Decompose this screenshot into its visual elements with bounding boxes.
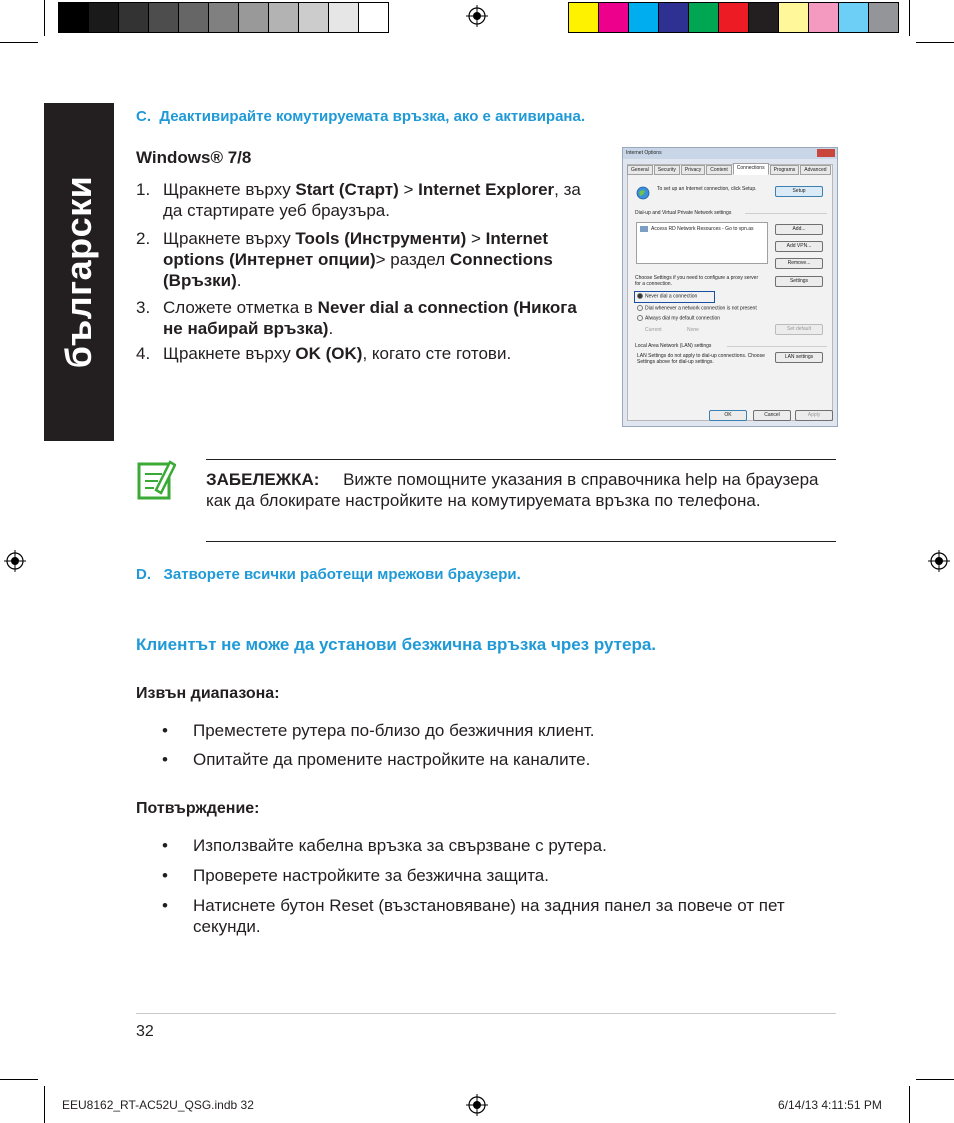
wireless-heading: Клиентът не може да установи безжична връзка чрез рутера. [136,635,657,654]
crop-mark [909,1086,910,1123]
add-vpn-button[interactable]: Add VPN... [775,241,823,252]
crop-mark [0,1079,38,1080]
calibration-swatch [568,2,599,33]
calibration-swatch [148,2,179,33]
calibration-swatch [718,2,749,33]
list-item-text: Проверете настройките за безжична защита. [193,866,549,885]
internet-options-dialog-screenshot [622,147,838,427]
section-c-letter: C. [136,108,151,125]
note-label: ЗАБЕЛЕЖКА: [206,470,320,489]
step-text: Щракнете върху Tools (Инструменти) > Internet options (Интернет опции)> раздел Connections (Връзки). [163,229,553,290]
registration-mark-icon [4,550,26,572]
crop-mark [0,42,38,43]
bullet-icon: • [162,721,168,740]
current-value: None [687,327,699,333]
remove-button[interactable]: Remove... [775,258,823,269]
side-tab-label: български [58,175,99,369]
section-d-letter: D. [136,566,151,583]
step-number: 4. [136,344,151,363]
step-number: 2. [136,229,151,248]
calibration-swatch [688,2,719,33]
step-text: Сложете отметка в Never dial a connection (Никога не набирай връзка). [163,298,577,338]
globe-icon [636,186,650,200]
note-top-rule [206,459,836,460]
dialog-tabs [627,165,832,175]
calibration-swatch [748,2,779,33]
language-side-tab [44,103,114,441]
slug-right: 6/14/13 4:11:51 PM [778,1098,882,1112]
lan-settings-button[interactable]: LAN settings [775,352,823,363]
calibration-swatch [328,2,359,33]
tab-general[interactable]: General [627,165,653,175]
color-calibration-bar [568,2,898,32]
section-d-heading [136,566,521,583]
dialup-group-label: Dial-up and Virtual Private Network settings [635,210,732,216]
bullet-icon: • [162,836,168,855]
radio-never-dial[interactable]: Never dial a connection [637,293,697,299]
tab-programs[interactable]: Programs [770,165,800,175]
step-text: Щракнете върху OK (OK), когато сте готови. [163,344,512,363]
section-c-title: Деактивирайте комутируемата връзка, ако е активирана. [159,108,585,125]
calibration-swatch [238,2,269,33]
registration-mark-icon [928,550,950,572]
calibration-swatch [268,2,299,33]
calibration-swatch [868,2,899,33]
bullet-icon: • [162,750,168,769]
calibration-swatch [628,2,659,33]
note-bottom-rule [206,541,836,542]
radio-dial-whenever[interactable]: Dial whenever a network connection is not present [637,305,757,311]
set-default-button[interactable]: Set default [775,324,823,335]
step-number: 3. [136,298,151,317]
authentication-title: Потвърждение: [136,800,260,817]
network-icon [640,226,648,232]
tab-advanced[interactable]: Advanced [800,165,830,175]
section-d-title: Затворете всички работещи мрежови браузери. [163,566,521,583]
crop-mark [44,0,45,36]
radio-always-dial[interactable]: Always dial my default connection [637,315,720,321]
registration-mark-icon [466,5,488,27]
apply-button[interactable]: Apply [795,410,833,421]
calibration-swatch [598,2,629,33]
registration-mark-icon [466,1094,488,1116]
calibration-swatch [358,2,389,33]
note-body: Вижте помощните указания в справочника help на браузера как да блокирате настройките на комутируемата връзка по телефона. [206,470,819,510]
calibration-swatch [208,2,239,33]
list-item-text: Натиснете бутон Reset (възстановяване) на задния панел за повече от пет секунди. [193,896,785,936]
add-button[interactable]: Add... [775,224,823,235]
list-item-text: Използвайте кабелна връзка за свързване с рутера. [193,836,607,855]
close-icon[interactable] [817,149,835,157]
list-item[interactable]: Access RD Network Resources - Go to vpn.as [651,226,754,232]
footer-rule [136,1013,836,1014]
crop-mark [909,0,910,36]
bullet-icon: • [162,896,168,915]
setup-text: To set up an Internet connection, click Setup. [657,186,757,192]
calibration-swatch [88,2,119,33]
list-item-text: Преместете рутера по-близо до безжичния клиент. [193,721,595,740]
out-of-range-title: Извън диапазона: [136,685,280,702]
step-number: 1. [136,180,151,199]
calibration-swatch [118,2,149,33]
crop-mark [916,1079,954,1080]
divider [727,346,827,347]
note-text [206,469,834,511]
calibration-swatch [658,2,689,33]
page-number: 32 [136,1023,154,1040]
calibration-swatch [838,2,869,33]
list-item-text: Опитайте да промените настройките на каналите. [193,750,591,769]
calibration-swatch [178,2,209,33]
tab-connections[interactable]: Connections [733,163,769,175]
cancel-button[interactable]: Cancel [753,410,791,421]
divider [745,213,827,214]
grayscale-calibration-bar [58,2,388,32]
crop-mark [916,42,954,43]
calibration-swatch [298,2,329,33]
calibration-swatch [58,2,89,33]
section-c-heading [136,108,585,125]
calibration-swatch [778,2,809,33]
dialog-title: Internet Options [626,150,662,156]
bullet-icon: • [162,866,168,885]
current-label: Current [645,327,662,333]
connections-list[interactable] [636,222,768,264]
crop-mark [44,1086,45,1123]
slug-left: EEU8162_RT-AC52U_QSG.indb 32 [62,1098,254,1112]
proxy-settings-hint: Choose Settings if you need to configure a proxy server for a connection. [635,275,759,287]
tab-content[interactable]: Content [706,165,732,175]
tab-security[interactable]: Security [654,165,680,175]
lan-group-label: Local Area Network (LAN) settings [635,343,712,349]
step-text: Щракнете върху Start (Старт) > Internet Explorer, за да стартирате уеб браузъра. [163,180,581,220]
ok-button[interactable]: OK [709,410,747,421]
calibration-swatch [808,2,839,33]
lan-text: LAN Settings do not apply to dial-up connections. Choose Settings above for dial-up settings. [637,353,765,365]
setup-button[interactable]: Setup [775,186,823,197]
settings-button[interactable]: Settings [775,276,823,287]
os-label: Windows® 7/8 [136,148,252,167]
note-pencil-icon [136,456,176,502]
dialog-titlebar [623,148,837,159]
tab-privacy[interactable]: Privacy [681,165,705,175]
